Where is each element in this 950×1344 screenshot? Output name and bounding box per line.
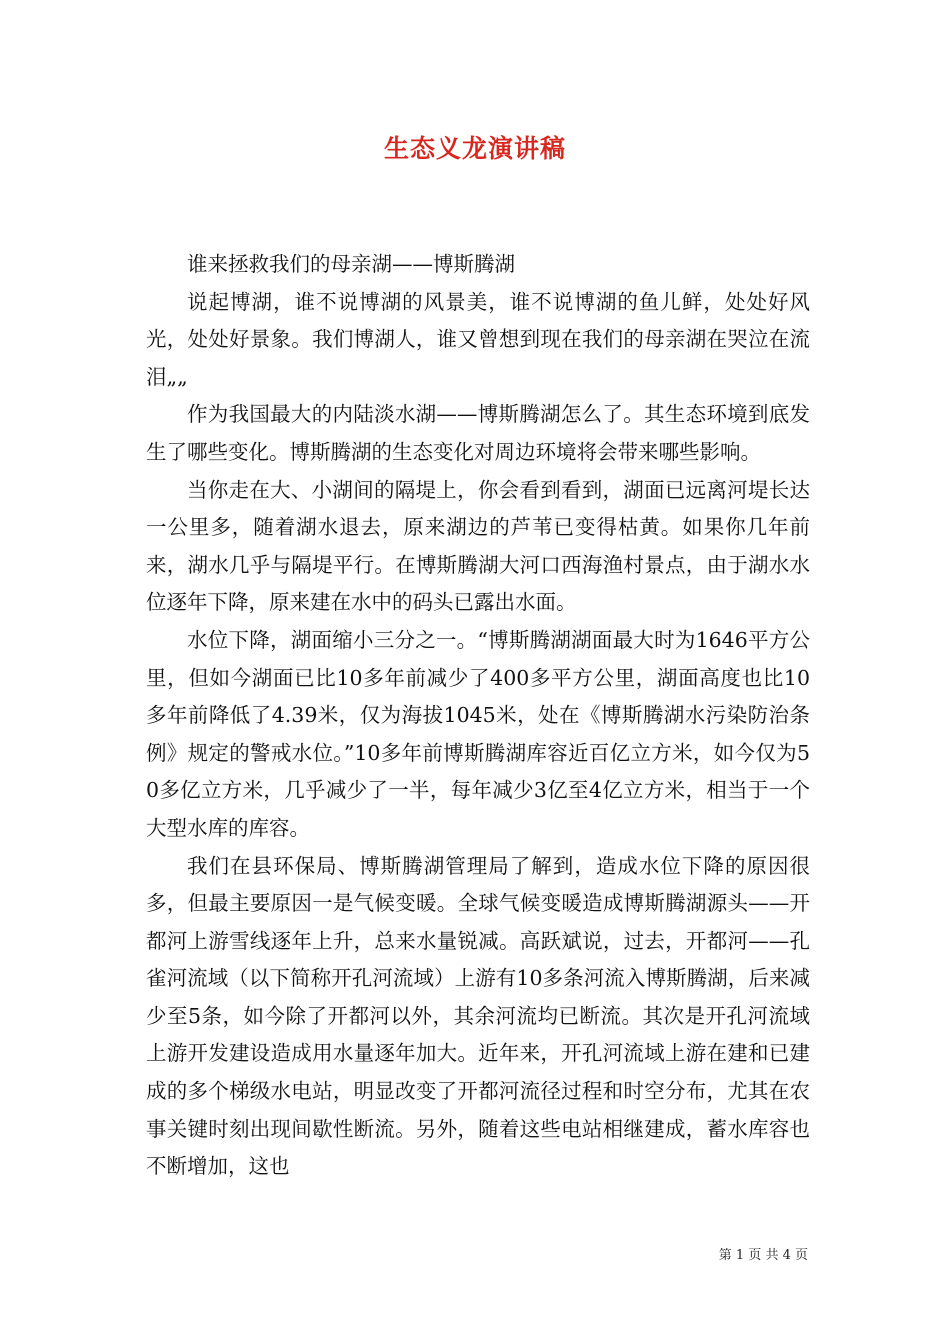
paragraph: 我们在县环保局、博斯腾湖管理局了解到，造成水位下降的原因很多，但最主要原因一是气候变暖。全球气候变暖造成博斯腾湖源头——开都河上游雪线逐年上升，总来水量锐减。高跃斌说，过去，开都河——孔雀河流域（以下简称开孔河流域）上游有10多条河流入博斯腾湖，后来减少至5条，如今除了开都河以外，其余河流均已断流。其次是开孔河流域上游开发建设造成用水量逐年加大。近年来，开孔河流域上游在建和已建成的多个梯级水电站，明显改变了开都河流径过程和时空分布，尤其在农事关键时刻出现间歇性断流。另外，随着这些电站相继建成，蓄水库容也不断增加，这也 <box>146 853 810 1179</box>
paragraph: 说起博湖，谁不说博湖的风景美，谁不说博湖的鱼儿鲜，处处好风光，处处好景象。我们博湖人，谁又曾想到现在我们的母亲湖在哭泣在流泪„„ <box>146 289 810 389</box>
paragraph: 当你走在大、小湖间的隔堤上，你会看到看到，湖面已远离河堤长达一公里多，随着湖水退去，原来湖边的芦苇已变得枯黄。如果你几年前来，湖水几乎与隔堤平行。在博斯腾湖大河口西海渔村景点，由于湖水水位逐年下降，原来建在水中的码头已露出水面。 <box>146 477 810 615</box>
document-body <box>146 246 810 1186</box>
document-title: 生态义龙演讲稿 <box>383 134 566 163</box>
paragraph: 作为我国最大的内陆淡水湖——博斯腾湖怎么了。其生态环境到底发生了哪些变化。博斯腾湖的生态变化对周边环境将会带来哪些影响。 <box>146 402 810 464</box>
paragraph-subtitle: 谁来拯救我们的母亲湖——博斯腾湖 <box>187 252 515 276</box>
page-number-footer: 第 1 页 共 4 页 <box>718 1248 808 1263</box>
paragraph: 水位下降，湖面缩小三分之一。“博斯腾湖湖面最大时为1646平方公里，但如今湖面已比10多年前减少了400多平方公里，湖面高度也比10多年前降低了4.39米，仅为海拔1045米，处在《博斯腾湖水污染防治条例》规定的警戒水位。”10多年前博斯腾湖库容近百亿立方米，如今仅为50多亿立方米，几乎减少了一半，每年减少3亿至4亿立方米，相当于一个大型水库的库容。 <box>146 627 810 840</box>
